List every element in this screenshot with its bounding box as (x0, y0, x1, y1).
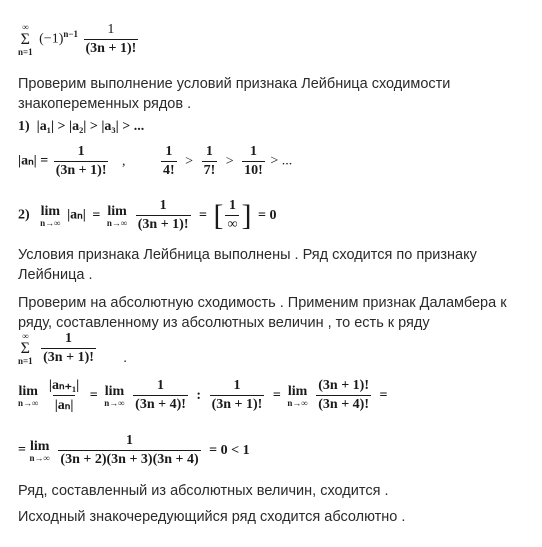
gt-sign: > (225, 153, 234, 169)
ratio-fraction-1: $\frac{1}{(3n + 4)!}$ (135, 378, 186, 412)
condition-1-chain (18, 119, 144, 135)
leibniz-line-1: Условия признака Лейбница выполнены . Ряд сходится по признаку (18, 247, 477, 263)
ratio-result: = 0 < 1 (209, 442, 250, 458)
comma: , (121, 153, 126, 169)
bracket-expression: [ $\frac{1}{\infty}$ ] (213, 198, 252, 232)
limit-operator: lim n→∞ (40, 203, 61, 228)
abs-value-chain: |a₁| > |a₂| > |a₃| > ... (36, 119, 145, 134)
limit-result: = 0 (257, 207, 277, 223)
eq-sign: = (18, 442, 26, 458)
condition-2-formula (18, 198, 276, 233)
an-abs: |aₙ| (67, 207, 86, 223)
eq-sign: = (379, 387, 388, 403)
ratio-fraction-2: $\frac{1}{(3n + 1)!}$ (211, 378, 263, 412)
eq-sign: = (92, 207, 101, 223)
sign-exponent: n−1 (63, 29, 79, 40)
sign-base: (−1) (39, 31, 64, 47)
ratio-fraction-3: $\frac{(3n + 1)!}{(3n + 4)!}$ (318, 378, 369, 412)
absolute-line-2: ряду, составленному из абсолютных величин , то есть к ряду (18, 315, 430, 331)
limit-operator: lim n→∞ (106, 203, 128, 228)
an-label: |aₙ| = (18, 153, 49, 169)
division-colon: : (196, 387, 202, 403)
simplified-fraction: $\frac{1}{(3n + 2)(3n + 3)(3n + 4)}$ (60, 433, 199, 467)
term-fraction-1: $\frac{1}{4!}$ (162, 144, 175, 178)
sum-symbol: ∞ Σ n=1 (18, 330, 33, 366)
limit-operator: lim n→∞ (104, 383, 125, 408)
ratio-test-line (18, 377, 390, 414)
limit-operator: lim n→∞ (29, 438, 50, 463)
absolute-series-fraction: $\frac{1}{(3n + 1)!}$ (43, 331, 94, 365)
intro-line-2: знакопеременных рядов . (18, 96, 192, 112)
term-fraction-2: $\frac{1}{7!}$ (203, 144, 216, 178)
limit-operator: lim n→∞ (18, 383, 39, 408)
absolute-line-1: Проверим на абсолютную сходимость . Применим признак Даламбера к (18, 295, 507, 311)
chain-tail: > ... (270, 153, 293, 169)
eq-sign: = (89, 387, 98, 403)
leibniz-line-2: Лейбница . (18, 267, 93, 283)
period: . (123, 350, 127, 366)
condition-2-label: 2) (18, 207, 30, 223)
term-fraction-3: $\frac{1}{10!}$ (244, 144, 263, 178)
condition-1-formula (18, 144, 292, 179)
conclusion-line-2: Исходный знакочередующийся ряд сходится абсолютно . (18, 509, 406, 525)
condition-1-label: 1) (18, 119, 30, 134)
intro-line-1: Проверим выполнение условий признака Лейбница сходимости (18, 76, 451, 92)
absolute-series (18, 331, 127, 367)
limit-fraction: $\frac{1}{(3n + 1)!}$ (137, 198, 189, 232)
gt-sign: > (185, 153, 194, 169)
an-fraction: $\frac{1}{(3n + 1)!}$ (55, 144, 107, 178)
series-fraction: $\frac{1}{(3n + 1)!}$ (85, 22, 137, 56)
ratio-fraction: $\frac{\text{|aₙ₊₁|}}{\text{|aₙ|}}$ (48, 378, 80, 413)
eq-sign: = (272, 387, 281, 403)
limit-operator: lim n→∞ (287, 383, 308, 408)
series-formula (18, 22, 140, 57)
sum-symbol: ∞ Σ n=1 (18, 21, 33, 57)
conclusion-line-1: Ряд, составленный из абсолютных величин, сходится . (18, 483, 389, 499)
ratio-simplified-line (18, 433, 250, 468)
eq-sign: = (199, 207, 207, 223)
